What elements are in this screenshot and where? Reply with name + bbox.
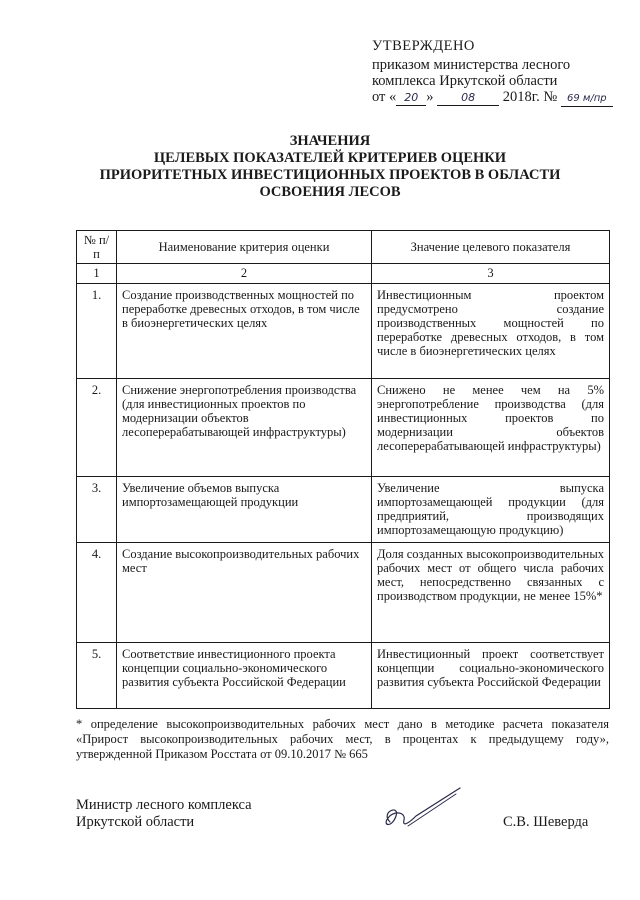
row-value: Снижено не менее чем на 5% энергопотребление производства (для инвестиционных проектов по модернизации объектов лесоперерабатывающей инфраструктуры): [372, 379, 610, 477]
date-year: 2018г. №: [502, 89, 558, 105]
column-numbering-row: [77, 264, 610, 284]
row-criterion: Создание производственных мощностей по переработке древесных отходов, в том числе в биоэнергетических целях: [117, 284, 372, 379]
date-month: 08: [437, 91, 499, 106]
table-row: [77, 477, 610, 543]
signer-position: [76, 797, 336, 831]
document-title: [60, 133, 600, 201]
title-line-3: ПРИОРИТЕТНЫХ ИНВЕСТИЦИОННЫХ ПРОЕКТОВ В ОБЛАСТИ: [99, 167, 561, 183]
row-value: Доля созданных высокопроизводительных рабочих мест от общего числа рабочих мест, непосредственно связанных с производством продукции, не менее 15%*: [372, 543, 610, 643]
approval-line-2: комплекса Иркутской области: [372, 73, 558, 89]
approval-stamp: [372, 38, 634, 107]
row-value: Инвестиционным проектом предусмотрено создание производственных мощностей по переработке древесных отходов, в том числе в биоэнергетических целях: [372, 284, 610, 379]
footnote: * определение высокопроизводительных рабочих мест дано в методике расчета показателя «Прирост высокопроизводительных рабочих мест, в процентах к предыдущему году», утвержденной Приказом Росстата от 09.10.2017 № 665: [76, 717, 609, 761]
row-criterion: Соответствие инвестиционного проекта концепции социально-экономического развития субъекта Российской Федерации: [117, 643, 372, 709]
signer-position-line-2: Иркутской области: [76, 814, 195, 830]
column-number-1: 1: [77, 264, 117, 284]
row-number: 5.: [77, 643, 117, 709]
date-prefix: от «: [372, 89, 397, 105]
signer-position-line-1: Министр лесного комплекса: [76, 797, 252, 813]
table-row: [77, 284, 610, 379]
date-day: 20: [396, 91, 426, 106]
table-row: [77, 643, 610, 709]
handwritten-signature: [360, 782, 470, 842]
row-criterion: Снижение энергопотребления производства (для инвестиционных проектов по модернизации объектов лесоперерабатывающей инфраструктуры): [117, 379, 372, 477]
table-row: [77, 543, 610, 643]
row-number: 1.: [77, 284, 117, 379]
date-mid: »: [426, 89, 434, 105]
title-line-4: ОСВОЕНИЯ ЛЕСОВ: [259, 184, 401, 200]
column-number-3: 3: [372, 264, 610, 284]
column-number-2: 2: [117, 264, 372, 284]
signer-name: С.В. Шеверда: [503, 814, 589, 830]
approval-line-1: приказом министерства лесного: [372, 57, 571, 73]
header-value: Значение целевого показателя: [372, 231, 610, 264]
title-line-2: ЦЕЛЕВЫХ ПОКАЗАТЕЛЕЙ КРИТЕРИЕВ ОЦЕНКИ: [153, 150, 507, 166]
approval-date-line: [372, 89, 634, 107]
approval-heading: УТВЕРЖДЕНО: [372, 38, 475, 54]
row-value: Инвестиционный проект соответствует концепции социально-экономического развития субъекта Российской Федерации: [372, 643, 610, 709]
row-value: Увеличение выпуска импортозамещающей продукции (для предприятий, производящих импортозамещающую продукцию): [372, 477, 610, 543]
header-number: № п/п: [77, 231, 117, 264]
row-number: 2.: [77, 379, 117, 477]
row-criterion: Увеличение объемов выпуска импортозамещающей продукции: [117, 477, 372, 543]
title-line-1: ЗНАЧЕНИЯ: [289, 133, 371, 149]
criteria-table: [76, 230, 610, 709]
row-number: 4.: [77, 543, 117, 643]
table-header-row: [77, 231, 610, 264]
table-row: [77, 379, 610, 477]
header-criterion: Наименование критерия оценки: [117, 231, 372, 264]
row-number: 3.: [77, 477, 117, 543]
row-criterion: Создание высокопроизводительных рабочих мест: [117, 543, 372, 643]
order-number: 69 м/пр: [561, 92, 613, 107]
